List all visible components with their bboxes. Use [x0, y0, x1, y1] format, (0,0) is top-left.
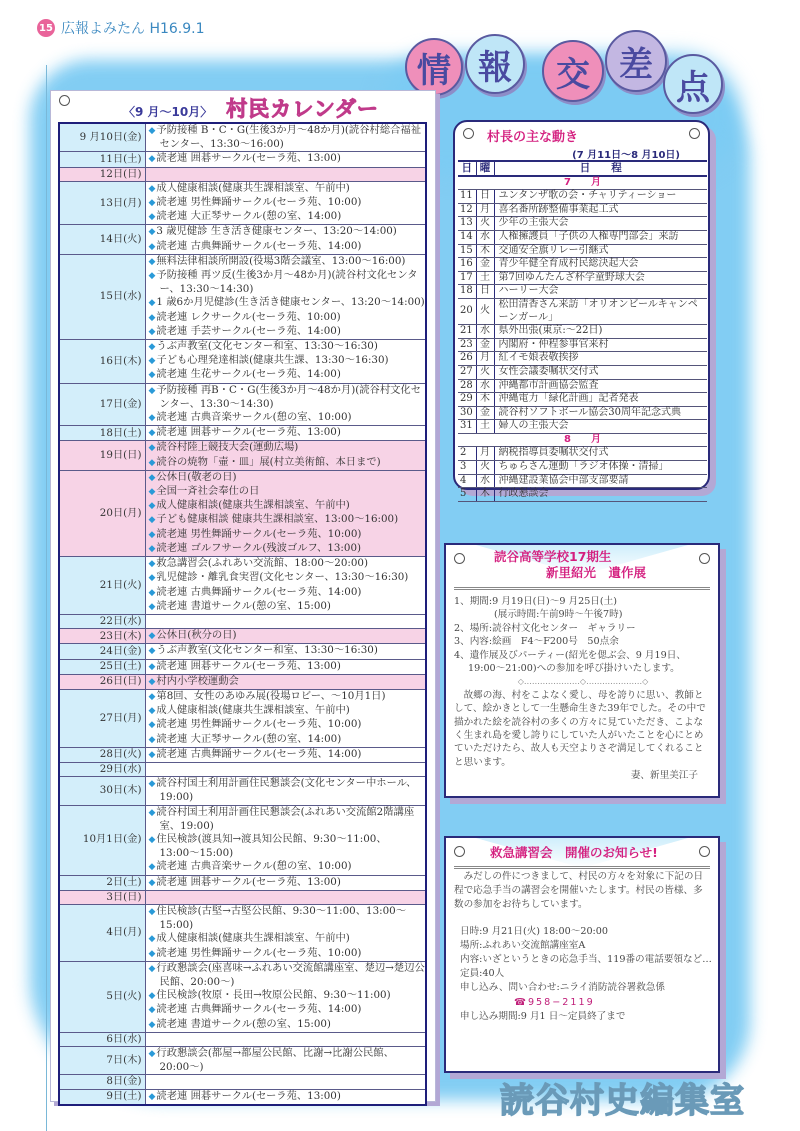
title-bubble-1: 情	[405, 38, 463, 96]
calendar-event: ◆ 無料法律相談所開設(役場3階会議室、13:00〜16:00)	[149, 255, 426, 269]
first-aid-phone: ☎958−2119	[514, 996, 595, 1008]
calendar-event: ◆ 行政懇談会(座喜味→ふれあい交流館講座室、楚辺→楚辺公民館、20:00〜)	[149, 962, 426, 989]
page-number-badge: 15	[37, 19, 55, 37]
exhibit-title	[494, 549, 646, 581]
calendar-event: ◆ 読老連 囲碁サークル(セーラ苑、13:00)	[149, 876, 426, 890]
exhibit-party: 4、遺作展及びパーティー(紹光を偲ぶ会、9 月19日、19:00〜21:00)への参加を呼び掛けいたします。	[454, 649, 686, 675]
mayor-period: (7 月11日〜8 月10日)	[572, 150, 680, 161]
dotted-divider: ◇…………………◇…………………◇	[517, 677, 649, 687]
calendar-event: ◆ 成人健康相談(健康共生課相談室、午前中)	[149, 182, 426, 196]
calendar-event: ◆ うぶ声教室(文化センター和室、13:30〜16:30)	[149, 644, 426, 658]
schedule-item: 納税指導員委嘱状交付式	[494, 447, 707, 461]
schedule-row	[458, 365, 707, 379]
calendar-event: ◆ 読老連 手芸サークル(セーラ苑、14:00)	[149, 325, 426, 339]
calendar-event: ◆ 読老連 囲碁サークル(セーラ苑、13:00)	[149, 426, 426, 440]
exhibit-period: 1、期間:9 月19日(日)〜9 月25日(土)	[454, 596, 617, 607]
village-calendar-panel	[50, 90, 436, 1102]
calendar-event: ◆ 行政懇談会(都屋→都屋公民館、比謝→比謝公民館、20:00〜)	[149, 1047, 426, 1074]
calendar-row	[59, 1075, 426, 1089]
schedule-item: 沖縄建設業協会中部支部要請	[494, 474, 707, 488]
calendar-events	[145, 426, 426, 441]
schedule-day: 13	[458, 217, 476, 231]
schedule-day: 14	[458, 230, 476, 244]
schedule-item: 婦人の主張大会	[494, 420, 707, 434]
calendar-date: 5日(火)	[59, 961, 145, 1032]
first-aid-capacity: 定員:40人	[460, 968, 505, 980]
schedule-weekday: 木	[476, 393, 494, 407]
schedule-row	[458, 325, 707, 339]
schedule-day: 28	[458, 379, 476, 393]
schedule-row	[458, 244, 707, 258]
calendar-date: 12日(日)	[59, 167, 145, 181]
schedule-weekday: 月	[476, 203, 494, 217]
calendar-events	[145, 689, 426, 747]
calendar-date: 2日(土)	[59, 875, 145, 890]
calendar-event: ◆ 読老連 古典舞踊サークル(セーラ苑、14:00)	[149, 748, 426, 762]
calendar-date: 28日(火)	[59, 747, 145, 762]
schedule-row	[458, 285, 707, 299]
calendar-events	[145, 629, 426, 644]
calendar-event: ◆ 読老連 古典音楽サークル(憩の室、10:00)	[149, 411, 426, 425]
schedule-weekday: 火	[476, 217, 494, 231]
schedule-weekday: 日	[476, 190, 494, 204]
calendar-row	[59, 659, 426, 674]
calendar-date: 24日(金)	[59, 644, 145, 659]
schedule-item: 行政懇談会	[494, 488, 707, 502]
calendar-row	[59, 747, 426, 762]
calendar-events	[145, 777, 426, 805]
title-bubble-3: 交	[542, 40, 604, 102]
schedule-day: 31	[458, 420, 476, 434]
calendar-row	[59, 777, 426, 805]
calendar-events	[145, 1047, 426, 1075]
schedule-row	[458, 258, 707, 272]
schedule-row	[458, 406, 707, 420]
calendar-events	[145, 644, 426, 659]
calendar-event: ◆ 読老連 男性舞踊サークル(セーラ苑、10:00)	[149, 196, 426, 210]
calendar-event: ◆ 読老連 古典舞踊サークル(セーラ苑、14:00)	[149, 586, 426, 600]
calendar-date: 19日(日)	[59, 441, 145, 470]
calendar-row	[59, 557, 426, 615]
schedule-item: 少年の主張大会	[494, 217, 707, 231]
schedule-day: 4	[458, 474, 476, 488]
calendar-date: 15日(水)	[59, 254, 145, 339]
calendar-row	[59, 890, 426, 904]
calendar-date: 29日(水)	[59, 762, 145, 776]
calendar-row	[59, 152, 426, 167]
schedule-weekday: 火	[476, 461, 494, 475]
schedule-item: 松田清香さん来訪「オリオンビールキャンペーンガール」	[494, 298, 707, 324]
first-aid-content: 内容:いざというときの応急手当、119番の電話要領など…	[460, 954, 712, 966]
calendar-row	[59, 1047, 426, 1075]
schedule-weekday: 月	[476, 352, 494, 366]
schedule-weekday: 木	[476, 488, 494, 502]
calendar-date: 4日(月)	[59, 904, 145, 961]
publication-title: 広報よみたん H16.9.1	[61, 21, 205, 37]
calendar-row	[59, 614, 426, 628]
memorial-exhibit-panel	[444, 543, 720, 798]
calendar-date: 26日(日)	[59, 674, 145, 689]
footer-credit: 読谷村史編集室	[500, 1081, 745, 1121]
calendar-event: ◆ 住民検診(渡具知→渡具知公民館、9:30〜11:00、13:00〜15:00)	[149, 833, 426, 860]
calendar-events	[145, 659, 426, 674]
calendar-events	[145, 904, 426, 961]
exhibit-title-line1: 読谷高等学校17期生	[494, 549, 612, 564]
exhibit-body	[454, 595, 712, 783]
calendar-date: 30日(木)	[59, 777, 145, 805]
title-bubble-5: 点	[663, 54, 723, 114]
calendar-event: ◆ 読老連 大正琴サークル(憩の室、14:00)	[149, 733, 426, 747]
col-weekday: 曜	[476, 161, 494, 176]
schedule-item: 人権擁護員「子供の人権専門部会」来訪	[494, 230, 707, 244]
calendar-event: ◆ 予防接種 再B・C・G(生後3か月〜48か月)(読谷村文化センター、13:30〜14:30)	[149, 384, 426, 411]
binder-ring-icon	[463, 128, 474, 139]
calendar-date: 20日(月)	[59, 470, 145, 556]
calendar-event: ◆ 読谷村国土利用計画住民懇談会(ふれあい交流館2階講座室、19:00)	[149, 806, 426, 833]
calendar-event: ◆ 読老連 大正琴サークル(憩の室、14:00)	[149, 210, 426, 224]
calendar-row	[59, 1032, 426, 1046]
calendar-date: 18日(土)	[59, 426, 145, 441]
calendar-event: ◆ 読老連 古典舞踊サークル(セーラ苑、14:00)	[149, 240, 426, 254]
title-bubble-2: 報	[465, 34, 525, 94]
calendar-event: ◆ 成人健康相談(健康共生課相談室、午前中)	[149, 932, 426, 946]
schedule-weekday: 月	[476, 447, 494, 461]
calendar-row	[59, 805, 426, 875]
schedule-row	[458, 298, 707, 324]
calendar-row	[59, 961, 426, 1032]
first-aid-contact: 申し込み、問い合わせ:ニライ消防読谷署救急係	[460, 982, 665, 994]
calendar-event: ◆ 読老連 囲碁サークル(セーラ苑、13:00)	[149, 660, 426, 674]
binder-ring-icon	[699, 553, 710, 564]
calendar-event: ◆ 住民検診(古堅→古堅公民館、9:30〜11:00、13:00〜15:00)	[149, 905, 426, 932]
calendar-date: 10月1日(金)	[59, 805, 145, 875]
calendar-row	[59, 1089, 426, 1105]
first-aid-period: 申し込み期間:9 月1 日〜定員終了まで	[460, 1010, 626, 1022]
schedule-item: 沖縄電力「緑化計画」記者発表	[494, 393, 707, 407]
calendar-event: ◆ 成人健康相談(健康共生課相談室、午前中)	[149, 499, 426, 513]
col-day: 日	[458, 161, 476, 176]
calendar-events	[145, 614, 426, 628]
calendar-event: ◆ 読老連 囲碁サークル(セーラ苑、13:00)	[149, 1090, 426, 1104]
month-row	[458, 176, 707, 190]
schedule-item: 沖縄都市計画協会監査	[494, 379, 707, 393]
month-row	[458, 433, 707, 447]
schedule-item: 紅イモ娘表敬挨拶	[494, 352, 707, 366]
schedule-weekday: 金	[476, 406, 494, 420]
schedule-weekday: 金	[476, 338, 494, 352]
calendar-date: 9日(土)	[59, 1089, 145, 1105]
calendar-events	[145, 747, 426, 762]
calendar-date: 14日(火)	[59, 225, 145, 254]
calendar-row	[59, 123, 426, 152]
schedule-day: 18	[458, 285, 476, 299]
schedule-row	[458, 338, 707, 352]
schedule-day: 20	[458, 298, 476, 324]
calendar-table	[58, 122, 427, 1106]
calendar-event: ◆ 公休日(秋分の日)	[149, 629, 426, 643]
month-label: 7 月	[458, 176, 707, 190]
schedule-row	[458, 379, 707, 393]
calendar-event: ◆ 読老連 古典舞踊サークル(セーラ苑、14:00)	[149, 1003, 426, 1017]
calendar-date: 17日(金)	[59, 383, 145, 426]
calendar-event: ◆ 読谷の焼物「壷・皿」展(村立美術館、本日まで)	[149, 456, 426, 470]
calendar-event: ◆ 乳児健診・離乳食実習(文化センター、13:30〜16:30)	[149, 571, 426, 585]
calendar-row	[59, 644, 426, 659]
calendar-event: ◆ 読老連 生花サークル(セーラ苑、14:00)	[149, 368, 426, 382]
exhibit-title-line2: 新里紹光 遺作展	[546, 565, 647, 580]
calendar-events	[145, 875, 426, 890]
schedule-day: 26	[458, 352, 476, 366]
calendar-event: ◆ 村内小学校運動会	[149, 675, 426, 689]
first-aid-place: 場所:ふれあい交流館講座室A	[460, 939, 586, 951]
schedule-day: 27	[458, 365, 476, 379]
calendar-event: ◆ 読老連 ゴルフサークル(残波ゴルフ、13:00)	[149, 542, 426, 556]
schedule-weekday: 土	[476, 271, 494, 285]
calendar-date: 16日(木)	[59, 340, 145, 384]
calendar-events	[145, 225, 426, 254]
schedule-weekday: 水	[476, 379, 494, 393]
calendar-row	[59, 629, 426, 644]
schedule-item: 第7回ゆんたんざ杯学童野球大会	[494, 271, 707, 285]
page-header	[37, 18, 205, 38]
calendar-event: ◆ 3 歳児健診 生き活き健康センター、13:20〜14:00)	[149, 225, 426, 239]
calendar-event: ◆ 全国一斉社会奉仕の日	[149, 485, 426, 499]
calendar-events	[145, 340, 426, 384]
calendar-date: 22日(水)	[59, 614, 145, 628]
calendar-event: ◆ 読老連 書道サークル(憩の室、15:00)	[149, 600, 426, 614]
schedule-day: 11	[458, 190, 476, 204]
schedule-weekday: 火	[476, 365, 494, 379]
schedule-day: 23	[458, 338, 476, 352]
calendar-event: ◆ うぶ声教室(文化センター和室、13:30〜16:30)	[149, 340, 426, 354]
schedule-weekday: 水	[476, 325, 494, 339]
calendar-events	[145, 805, 426, 875]
calendar-events	[145, 152, 426, 167]
col-schedule: 日 程	[494, 161, 707, 176]
first-aid-course-panel	[444, 836, 720, 1073]
calendar-events	[145, 557, 426, 615]
calendar-event: ◆ 読老連 男性舞踊サークル(セーラ苑、10:00)	[149, 528, 426, 542]
schedule-item: 内閣府・仲程参事官来村	[494, 338, 707, 352]
schedule-item: 女性会議委嘱状交付式	[494, 365, 707, 379]
first-aid-body	[454, 870, 712, 1024]
schedule-row	[458, 217, 707, 231]
schedule-day: 17	[458, 271, 476, 285]
calendar-events	[145, 254, 426, 339]
schedule-item: 読谷村ソフトボール協会30周年記念式典	[494, 406, 707, 420]
schedule-row	[458, 461, 707, 475]
schedule-row	[458, 447, 707, 461]
calendar-range: 〈9 月〜10月〉	[123, 105, 213, 119]
binder-ring-icon	[454, 553, 465, 564]
exhibit-hours: (展示時間:午前9時〜午後7時)	[494, 609, 623, 621]
calendar-event: ◆ 読老連 書道サークル(憩の室、15:00)	[149, 1018, 426, 1032]
schedule-item: 喜名番所跡整備事業起工式	[494, 203, 707, 217]
calendar-row	[59, 689, 426, 747]
schedule-item: 交通安全旗リレー引継式	[494, 244, 707, 258]
calendar-event: ◆ 読老連 男性舞踊サークル(セーラ苑、10:00)	[149, 947, 426, 961]
schedule-item: ちゅらさん運動「ラジオ体操・清掃」	[494, 461, 707, 475]
calendar-date: 25日(土)	[59, 659, 145, 674]
exhibit-signature: 妻、新里美江子	[630, 770, 698, 782]
schedule-item: ユンタンザ歌の会・チャリティーショー	[494, 190, 707, 204]
calendar-event: ◆ 読老連 古典音楽サークル(憩の室、10:00)	[149, 860, 426, 874]
schedule-row	[458, 488, 707, 502]
calendar-event: ◆ 読老連 レクサークル(セーラ苑、10:00)	[149, 311, 426, 325]
binder-ring-icon	[454, 846, 465, 857]
calendar-row	[59, 441, 426, 470]
schedule-row	[458, 203, 707, 217]
first-aid-intro: みだしの件につきまして、村民の方々を対象に下記の日程で応急手当の講習会を開催いたします。村民の皆様、多数の参加をお待ちしています。	[454, 871, 704, 911]
schedule-weekday: 土	[476, 420, 494, 434]
schedule-weekday: 水	[476, 474, 494, 488]
calendar-date: 11日(土)	[59, 152, 145, 167]
schedule-day: 12	[458, 203, 476, 217]
first-aid-datetime: 日時:9 月21日(火) 18:00〜20:00	[460, 925, 608, 937]
schedule-item: ハーリー大会	[494, 285, 707, 299]
schedule-row	[458, 190, 707, 204]
calendar-row	[59, 254, 426, 339]
mayor-activities-panel	[453, 120, 710, 500]
calendar-date: 7日(木)	[59, 1047, 145, 1075]
exhibit-message: 故郷の海、村をこよなく愛し、母を誇りに思い、教師として、絵かきとして一生懸命生きた39年でした。その中で描かれた絵を読谷村の多くの方々に見ていただき、こよなく生まれ島を愛し誇りにしていた人がいたことを心にとめていただけたら、故人も天空よりさぞ満足してくれることと思います。	[454, 689, 706, 768]
calendar-events	[145, 762, 426, 776]
calendar-events	[145, 441, 426, 470]
calendar-event: ◆ 読老連 囲碁サークル(セーラ苑、13:00)	[149, 152, 426, 166]
calendar-events	[145, 470, 426, 556]
calendar-date: 27日(月)	[59, 689, 145, 747]
calendar-events	[145, 181, 426, 225]
divider	[454, 587, 710, 590]
mayor-schedule-table	[458, 160, 707, 502]
title-bubble-4: 差	[605, 30, 667, 92]
schedule-row	[458, 230, 707, 244]
calendar-event: ◆ 住民検診(牧原・長田→牧原公民館、9:30〜11:00)	[149, 989, 426, 1003]
schedule-row	[458, 271, 707, 285]
calendar-events	[145, 1075, 426, 1089]
calendar-event: ◆ 読老連 男性舞踊サークル(セーラ苑、10:00)	[149, 718, 426, 732]
schedule-weekday: 日	[476, 285, 494, 299]
schedule-row	[458, 393, 707, 407]
calendar-events	[145, 123, 426, 152]
calendar-events	[145, 961, 426, 1032]
calendar-events	[145, 1032, 426, 1046]
calendar-events	[145, 383, 426, 426]
schedule-row	[458, 474, 707, 488]
calendar-row	[59, 470, 426, 556]
calendar-date: 9 月10日(金)	[59, 123, 145, 152]
binder-ring-icon	[699, 846, 710, 857]
calendar-row	[59, 383, 426, 426]
binder-ring-icon	[689, 128, 700, 139]
schedule-day: 16	[458, 258, 476, 272]
schedule-item: 県外出張(東京:〜22日)	[494, 325, 707, 339]
calendar-title	[123, 93, 379, 123]
calendar-event: ◆ 読谷村国土利用計画住民懇談会(文化センター中ホール、19:00)	[149, 777, 426, 804]
calendar-date: 13日(月)	[59, 181, 145, 225]
margin-line	[46, 65, 47, 1131]
mayor-title: 村長の主な動き	[487, 130, 579, 145]
calendar-event: ◆ 子ども健康相談 健康共生課相談室、13:00〜16:00)	[149, 513, 426, 527]
calendar-event: ◆ 予防接種 再ツ反(生後3か月〜48か月)(読谷村文化センター、13:30〜14:30)	[149, 269, 426, 296]
calendar-row	[59, 225, 426, 254]
calendar-date: 6日(水)	[59, 1032, 145, 1046]
calendar-event: ◆ 第8回、女性のあゆみ展(役場ロビー、〜10月1日)	[149, 690, 426, 704]
schedule-weekday: 水	[476, 230, 494, 244]
calendar-event: ◆ 公休日(敬老の日)	[149, 471, 426, 485]
binder-ring-icon	[59, 95, 70, 106]
calendar-heading: 村民カレンダー	[226, 97, 379, 121]
calendar-event: ◆ 救急講習会(ふれあい交流館、18:00〜20:00)	[149, 557, 426, 571]
calendar-row	[59, 875, 426, 890]
schedule-day: 21	[458, 325, 476, 339]
calendar-row	[59, 167, 426, 181]
schedule-weekday: 火	[476, 298, 494, 324]
first-aid-title: 救急講習会 開催のお知らせ!	[490, 845, 658, 860]
calendar-events	[145, 890, 426, 904]
calendar-event: ◆ 読谷村陸上競技大会(運動広場)	[149, 441, 426, 455]
exhibit-content: 3、内容:絵画 F4〜F200号 50点余	[454, 636, 619, 648]
schedule-day: 15	[458, 244, 476, 258]
schedule-day: 3	[458, 461, 476, 475]
calendar-date: 21日(火)	[59, 557, 145, 615]
calendar-event: ◆ 予防接種 B・C・G(生後3か月〜48か月)(読谷村総合福祉センター、13:30〜16:00)	[149, 124, 426, 151]
calendar-event: ◆ 成人健康相談(健康共生課相談室、午前中)	[149, 704, 426, 718]
calendar-row	[59, 904, 426, 961]
calendar-event: ◆ 子ども心理発達相談(健康共生課、13:30〜16:30)	[149, 354, 426, 368]
section-title-bubbles	[405, 30, 735, 130]
calendar-events	[145, 674, 426, 689]
schedule-weekday: 木	[476, 244, 494, 258]
schedule-row	[458, 420, 707, 434]
schedule-day: 5	[458, 488, 476, 502]
calendar-row	[59, 340, 426, 384]
schedule-day: 30	[458, 406, 476, 420]
schedule-weekday: 金	[476, 258, 494, 272]
calendar-events	[145, 167, 426, 181]
calendar-date: 23日(木)	[59, 629, 145, 644]
schedule-day: 29	[458, 393, 476, 407]
calendar-events	[145, 1089, 426, 1105]
calendar-date: 3日(日)	[59, 890, 145, 904]
divider	[454, 866, 710, 869]
month-label: 8 月	[458, 433, 707, 447]
calendar-row	[59, 181, 426, 225]
calendar-row	[59, 762, 426, 776]
schedule-item: 青少年健全育成村民総決起大会	[494, 258, 707, 272]
calendar-row	[59, 674, 426, 689]
exhibit-place: 2、場所:読谷村文化センター ギャラリー	[454, 622, 636, 634]
calendar-event: ◆ 1 歳6か月児健診(生き活き健康センター、13:20〜14:00)	[149, 296, 426, 310]
schedule-day: 2	[458, 447, 476, 461]
calendar-row	[59, 426, 426, 441]
calendar-date: 8日(金)	[59, 1075, 145, 1089]
schedule-row	[458, 352, 707, 366]
